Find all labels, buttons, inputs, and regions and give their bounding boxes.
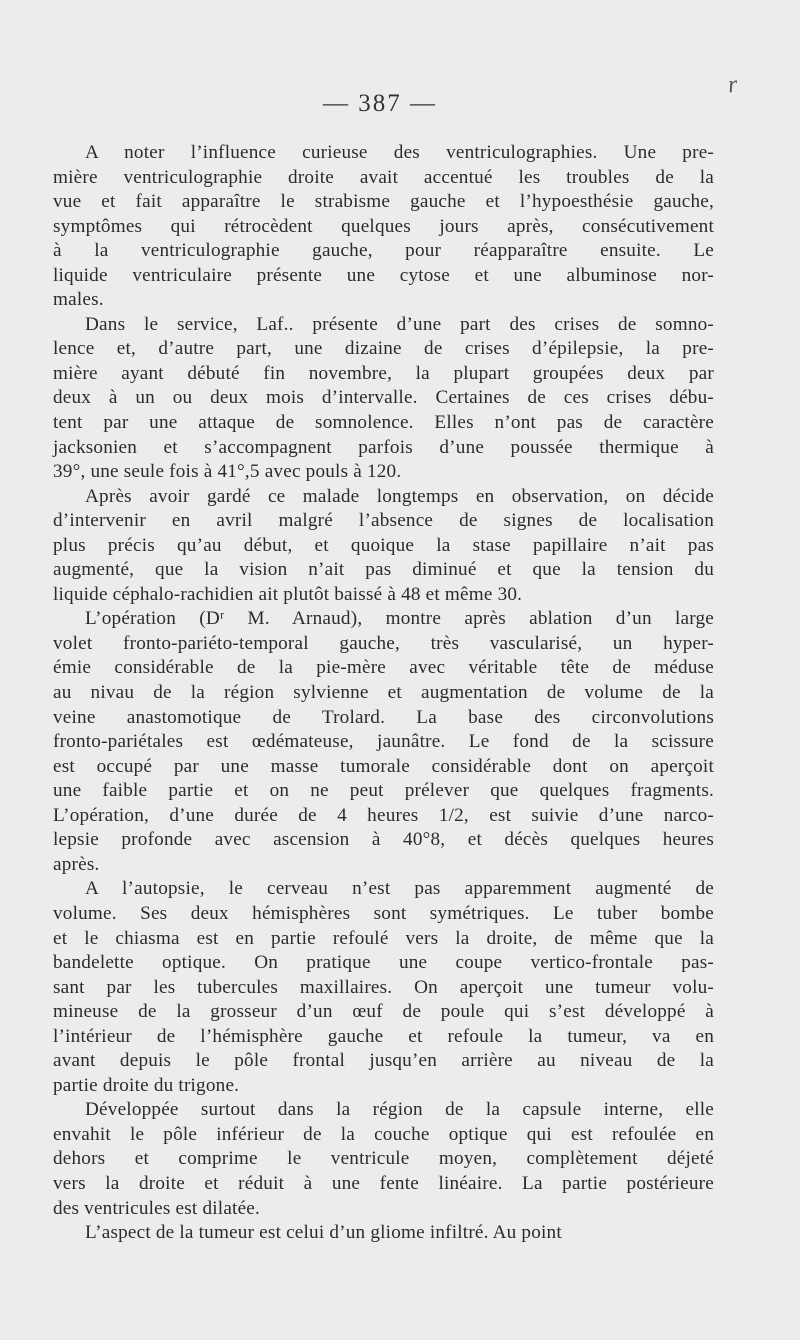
text-line: bandelette optique. On pratique une coupe vertico-frontale pas-: [53, 952, 714, 974]
text-line: vers la droite et réduit à une fente linéaire. La partie postérieure: [53, 1172, 714, 1194]
page-number: — 387 —: [323, 90, 437, 117]
paragraph: [53, 877, 714, 1098]
text-line: vue et fait apparaître le strabisme gauche et l’hypoesthésie gauche,: [53, 191, 714, 213]
text-line: une faible partie et on ne peut prélever que quelques fragments.: [53, 780, 714, 802]
text-line: symptômes qui rétrocèdent quelques jours après, consécutivement: [53, 215, 714, 237]
text-line: A noter l’influence curieuse des ventriculographies. Une pre-: [85, 142, 714, 163]
text-line: lepsie profonde avec ascension à 40°8, et décès quelques heures: [53, 829, 714, 851]
text-line: Développée surtout dans la région de la capsule interne, elle: [85, 1099, 714, 1121]
text-line: jacksonien et s’accompagnent parfois d’une poussée thermique à: [53, 436, 714, 458]
text-line: partie droite du trigone.: [53, 1074, 240, 1096]
paragraph: [53, 141, 714, 313]
text-line: sant par les tubercules maxillaires. On aperçoit une tumeur volu-: [53, 976, 714, 998]
text-line: plus précis qu’au début, et quoique la stase papillaire n’ait pas: [53, 534, 714, 556]
text-line: dehors et comprime le ventricule moyen, complètement déjeté: [53, 1148, 714, 1170]
paragraph: [53, 607, 714, 877]
text-line: lence et, d’autre part, une dizaine de crises d’épilepsie, la pre-: [53, 338, 714, 360]
text-line: Dans le service, Laf.. présente d’une part des crises de somno-: [85, 313, 714, 335]
text-line: 39°, une seule fois à 41°,5 avec pouls à 120.: [53, 461, 402, 483]
text-line: liquide ventriculaire présente une cytose et une albuminose nor-: [53, 264, 714, 286]
text-line: L’aspect de la tumeur est celui d’un gliome infiltré. Au point: [85, 1222, 562, 1244]
text-line: Après avoir gardé ce malade longtemps en observation, on décide: [85, 485, 714, 507]
corner-mark: r: [726, 71, 739, 99]
text-line: augmenté, que la vision n’ait pas diminué et que la tension du: [53, 559, 714, 581]
text-line: avant depuis le pôle frontal jusqu’en arrière au niveau de la: [53, 1050, 714, 1072]
text-line: au nivau de la région sylvienne et augmentation de volume de la: [53, 682, 714, 704]
text-line: d’intervenir en avril malgré l’absence de signes de localisation: [53, 510, 714, 532]
text-line: après.: [53, 853, 100, 875]
text-line: liquide céphalo-rachidien ait plutôt baissé à 48 et même 30.: [53, 583, 523, 605]
paragraph: [53, 313, 714, 485]
text-line: à la ventriculographie gauche, pour réapparaître ensuite. Le: [53, 240, 714, 262]
text-line: des ventricules est dilatée.: [53, 1197, 260, 1219]
paragraph: [53, 1098, 714, 1221]
text-line: mineuse de la grosseur d’un œuf de poule qui s’est développé à: [53, 1001, 714, 1023]
text-line: veine anastomotique de Trolard. La base des circonvolutions: [53, 706, 714, 728]
text-line: L’opération (Dʳ M. Arnaud), montre après ablation d’un large: [85, 608, 714, 630]
text-line: et le chiasma est en partie refoulé vers la droite, de même que la: [53, 927, 714, 949]
text-line: deux à un ou deux mois d’intervalle. Certaines de ces crises débu-: [53, 387, 714, 409]
text-line: est occupé par une masse tumorale considérable dont on aperçoit: [53, 755, 714, 777]
text-line: A l’autopsie, le cerveau n’est pas apparemment augmenté de: [85, 878, 714, 900]
text-line: fronto-pariétales est œdémateuse, jaunâtre. Le fond de la scissure: [53, 731, 714, 753]
text-line: émie considérable de la pie-mère avec véritable tête de méduse: [53, 657, 714, 679]
text-line: mière ventriculographie droite avait accentué les troubles de la: [53, 166, 714, 188]
text-line: L’opération, d’une durée de 4 heures 1/2, est suivie d’une narco-: [53, 804, 714, 826]
text-line: volet fronto-pariéto-temporal gauche, très vascularisé, un hyper-: [53, 632, 714, 654]
text-line: males.: [53, 289, 104, 311]
text-line: mière ayant débuté fin novembre, la plupart groupées deux par: [53, 362, 714, 384]
text-line: l’intérieur de l’hémisphère gauche et refoule la tumeur, va en: [53, 1025, 714, 1047]
text-line: volume. Ses deux hémisphères sont symétriques. Le tuber bombe: [53, 902, 714, 924]
paragraph: [53, 485, 714, 608]
text-line: envahit le pôle inférieur de la couche optique qui est refoulée en: [53, 1123, 714, 1145]
body-text: [53, 141, 714, 1246]
text-line: tent par une attaque de somnolence. Elles n’ont pas de caractère: [53, 412, 714, 434]
paragraph: [53, 1221, 714, 1246]
